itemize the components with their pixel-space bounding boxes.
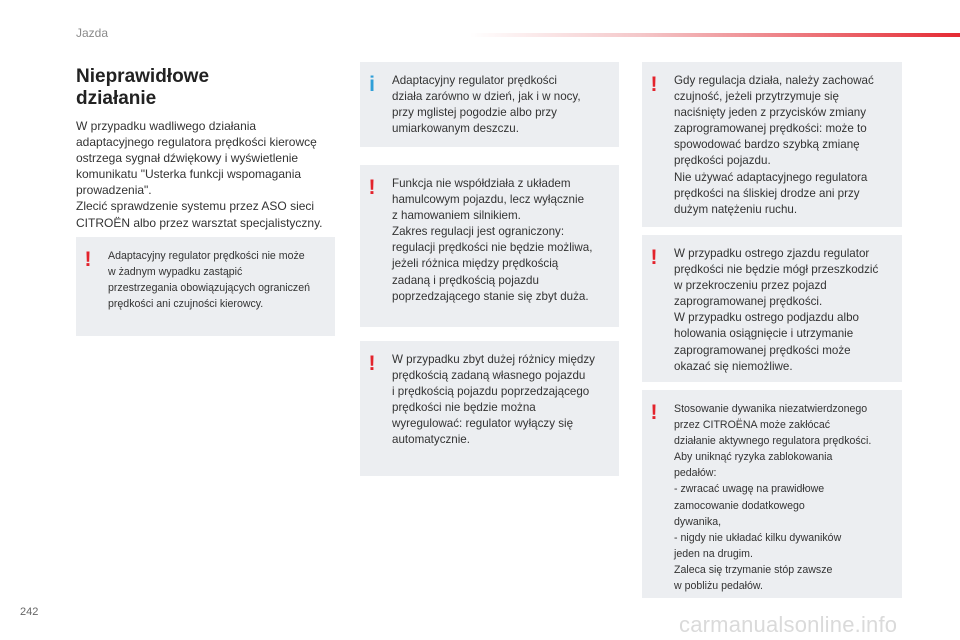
page-number: 242 xyxy=(20,606,39,618)
warning-box-floor-mats xyxy=(642,390,902,598)
header-accent-bar xyxy=(470,33,960,37)
warning-text: Gdy regulacja działa, należy zachować czujność, jeżeli przytrzymuje się naciśnięty jeden z przycisków zmiany zaprogramowanej prędkości: może to spowodować bardzo szybką zmianę prędkości pojazdu. Nie używać adaptacyjnego regulatora prędkości na śliskiej drodze ani przy dużym natężeniu ruchu. xyxy=(674,74,874,216)
warning-icon: ! xyxy=(368,176,376,199)
warning-icon: ! xyxy=(650,73,658,96)
warning-text: Funkcja nie współdziała z układem hamulcowym pojazdu, lecz wyłącznie z hamowaniem silnikiem. Zakres regulacji jest ograniczony: regulacji prędkości nie będzie możliwa, jeżeli różnica między prędkością zadaną i prędkością pojazdu poprzedzającego stanie się zbyt duża. xyxy=(392,177,593,303)
warning-icon: ! xyxy=(650,246,658,269)
main-paragraph: W przypadku wadliwego działania adaptacyjnego regulatora prędkości kierowcę ostrzega sygnał dźwiękowy i wyświetlenie komunikatu "Usterka funkcji wspomagania prowadzenia". Zlecić sprawdzenie systemu przez ASO sieci CITROËN albo przez warsztat specjalistyczny. xyxy=(76,119,323,230)
warning-box-vigilance xyxy=(642,62,902,227)
warning-text: Adaptacyjny regulator prędkości nie może w żadnym wypadku zastąpić przestrzegania obowiązujących ograniczeń prędkości ani czujności kierowcy. xyxy=(108,250,310,311)
section-label: Jazda xyxy=(76,26,109,40)
info-icon: i xyxy=(369,73,375,96)
info-text: Adaptacyjny regulator prędkości działa zarówno w dzień, jak i w nocy, przy mglistej pogodzie albo przy umiarkowanym deszczu. xyxy=(392,74,581,136)
warning-icon: ! xyxy=(650,401,658,424)
warning-text: W przypadku ostrego zjazdu regulator prędkości nie będzie mógł przeszkodzić w przekroczeniu przez pojazd zaprogramowanej prędkości. W przypadku ostrego podjazdu albo holowania osiągnięcie i utrzymanie zaprogramowanej prędkości może okazać się niemożliwe. xyxy=(674,247,879,373)
warning-text: W przypadku zbyt dużej różnicy między prędkością zadaną własnego pojazdu i prędkością pojazdu poprzedzającego prędkości nie będzie można wyregulować: regulator wyłączy się automatycznie. xyxy=(392,353,595,447)
warning-box-speed-difference xyxy=(360,341,619,476)
warning-icon: ! xyxy=(84,248,92,271)
page-title: Nieprawidłowe działanie xyxy=(76,66,210,109)
warning-icon: ! xyxy=(368,352,376,375)
watermark-text: carmanualsonline.info xyxy=(679,612,898,637)
warning-box-speed-limit xyxy=(76,237,335,336)
warning-box-slopes xyxy=(642,235,902,382)
warning-text: Stosowanie dywanika niezatwierdzonego przez CITROËNA może zakłócać działanie aktywnego regulatora prędkości. Aby uniknąć ryzyka zablokowania pedałów: - zwracać uwagę na prawidłowe zamocowanie dodatkowego dywanika, - nigdy nie układać kilku dywaników jeden na drugim. Zaleca się trzymanie stóp zawsze w pobliżu pedałów. xyxy=(674,403,872,593)
info-box-conditions xyxy=(360,62,619,147)
warning-box-braking xyxy=(360,165,619,327)
